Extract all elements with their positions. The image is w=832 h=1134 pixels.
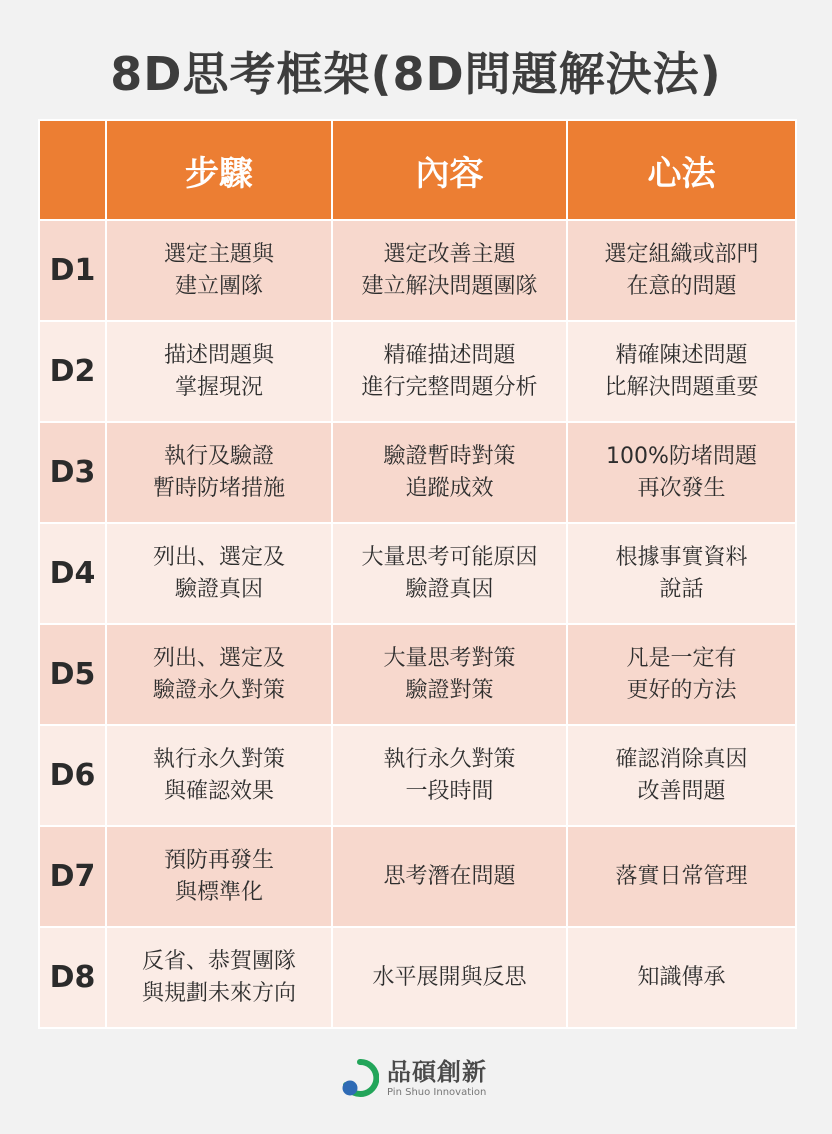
step-cell [106,725,332,826]
content-cell-line: 水平展開與反思 [372,964,527,990]
step-cell [106,321,332,422]
step-cell-line: 描述問題與 [163,342,274,368]
page-title: 8D思考框架(8D問題解決法) [110,47,722,101]
step-cell-line: 執行永久對策 [152,746,285,772]
content-cell [332,927,567,1028]
step-cell [106,826,332,927]
step-id-cell: D3 [39,422,106,523]
step-cell [106,624,332,725]
table-header-row [39,120,796,220]
step-id-cell: D2 [39,321,106,422]
brand-name-cn: 品碩創新 [387,1058,487,1086]
step-id-cell: D7 [39,826,106,927]
mindset-cell-line: 落實日常管理 [615,863,748,889]
content-cell-line: 選定改善主題 [383,241,516,267]
content-cell [332,523,567,624]
mindset-cell [567,220,796,321]
table-row [39,826,796,927]
header-step: 步驟 [106,120,332,220]
step-cell-line: 與標準化 [174,879,263,905]
content-cell-line: 精確描述問題 [383,342,516,368]
content-cell-line: 大量思考對策 [383,645,516,671]
step-cell-line: 掌握現況 [174,374,263,400]
step-cell [106,523,332,624]
table-row [39,523,796,624]
content-cell [332,422,567,523]
mindset-cell-line: 比解決問題重要 [604,374,759,400]
mindset-cell [567,927,796,1028]
mindset-cell [567,826,796,927]
content-cell [332,725,567,826]
content-cell [332,220,567,321]
step-cell-line: 選定主題與 [163,241,274,267]
table-row [39,422,796,523]
step-cell-line: 與規劃未來方向 [141,980,296,1006]
mindset-cell-line: 選定組織或部門 [604,241,759,267]
mindset-cell-line: 確認消除真因 [615,746,748,772]
brand-name-en: Pin Shuo Innovation [387,1087,487,1098]
content-cell [332,624,567,725]
pin-shuo-logo-icon [341,1059,379,1099]
8d-table [38,119,797,1029]
mindset-cell-line: 再次發生 [637,475,726,501]
header-content: 內容 [332,120,567,220]
step-cell-line: 預防再發生 [163,847,274,873]
table-row [39,321,796,422]
content-cell [332,321,567,422]
step-cell-line: 建立團隊 [174,273,263,299]
step-id-cell: D1 [39,220,106,321]
step-id-cell: D4 [39,523,106,624]
mindset-cell [567,523,796,624]
header-blank [39,120,106,220]
mindset-cell-line: 在意的問題 [626,273,737,299]
step-cell [106,927,332,1028]
mindset-cell-line: 改善問題 [637,778,726,804]
step-cell [106,422,332,523]
mindset-cell [567,624,796,725]
step-cell-line: 驗證永久對策 [152,677,285,703]
header-mindset: 心法 [567,120,796,220]
content-cell-line: 思考潛在問題 [383,863,516,889]
mindset-cell-line: 精確陳述問題 [615,342,748,368]
content-cell-line: 追蹤成效 [405,475,494,501]
step-cell [106,220,332,321]
content-cell-line: 大量思考可能原因 [361,544,538,570]
mindset-cell [567,725,796,826]
step-id-cell: D5 [39,624,106,725]
content-cell-line: 一段時間 [405,778,494,804]
step-cell-line: 執行及驗證 [163,443,274,469]
mindset-cell [567,422,796,523]
step-cell-line: 與確認效果 [163,778,274,804]
mindset-cell-line: 根據事實資料 [615,544,748,570]
mindset-cell-line: 更好的方法 [626,677,737,703]
content-cell-line: 建立解決問題團隊 [361,273,538,299]
content-cell-line: 驗證暫時對策 [383,443,516,469]
table-row [39,220,796,321]
step-cell-line: 驗證真因 [174,576,263,602]
table-row [39,624,796,725]
mindset-cell-line: 凡是一定有 [626,645,737,671]
step-id-cell: D6 [39,725,106,826]
mindset-cell [567,321,796,422]
step-cell-line: 反省、恭賀團隊 [141,948,296,974]
step-cell-line: 列出、選定及 [152,645,285,671]
step-id-cell: D8 [39,927,106,1028]
content-cell [332,826,567,927]
step-cell-line: 列出、選定及 [152,544,285,570]
mindset-cell-line: 說話 [659,576,704,602]
brand-logo [341,1055,487,1103]
mindset-cell-line: 知識傳承 [637,964,726,990]
table-row [39,927,796,1028]
step-cell-line: 暫時防堵措施 [152,475,285,501]
table-row [39,725,796,826]
content-cell-line: 進行完整問題分析 [361,374,538,400]
content-cell-line: 驗證真因 [405,576,494,602]
mindset-cell-line: 100%防堵問題 [606,443,757,469]
content-cell-line: 執行永久對策 [383,746,516,772]
content-cell-line: 驗證對策 [405,677,494,703]
